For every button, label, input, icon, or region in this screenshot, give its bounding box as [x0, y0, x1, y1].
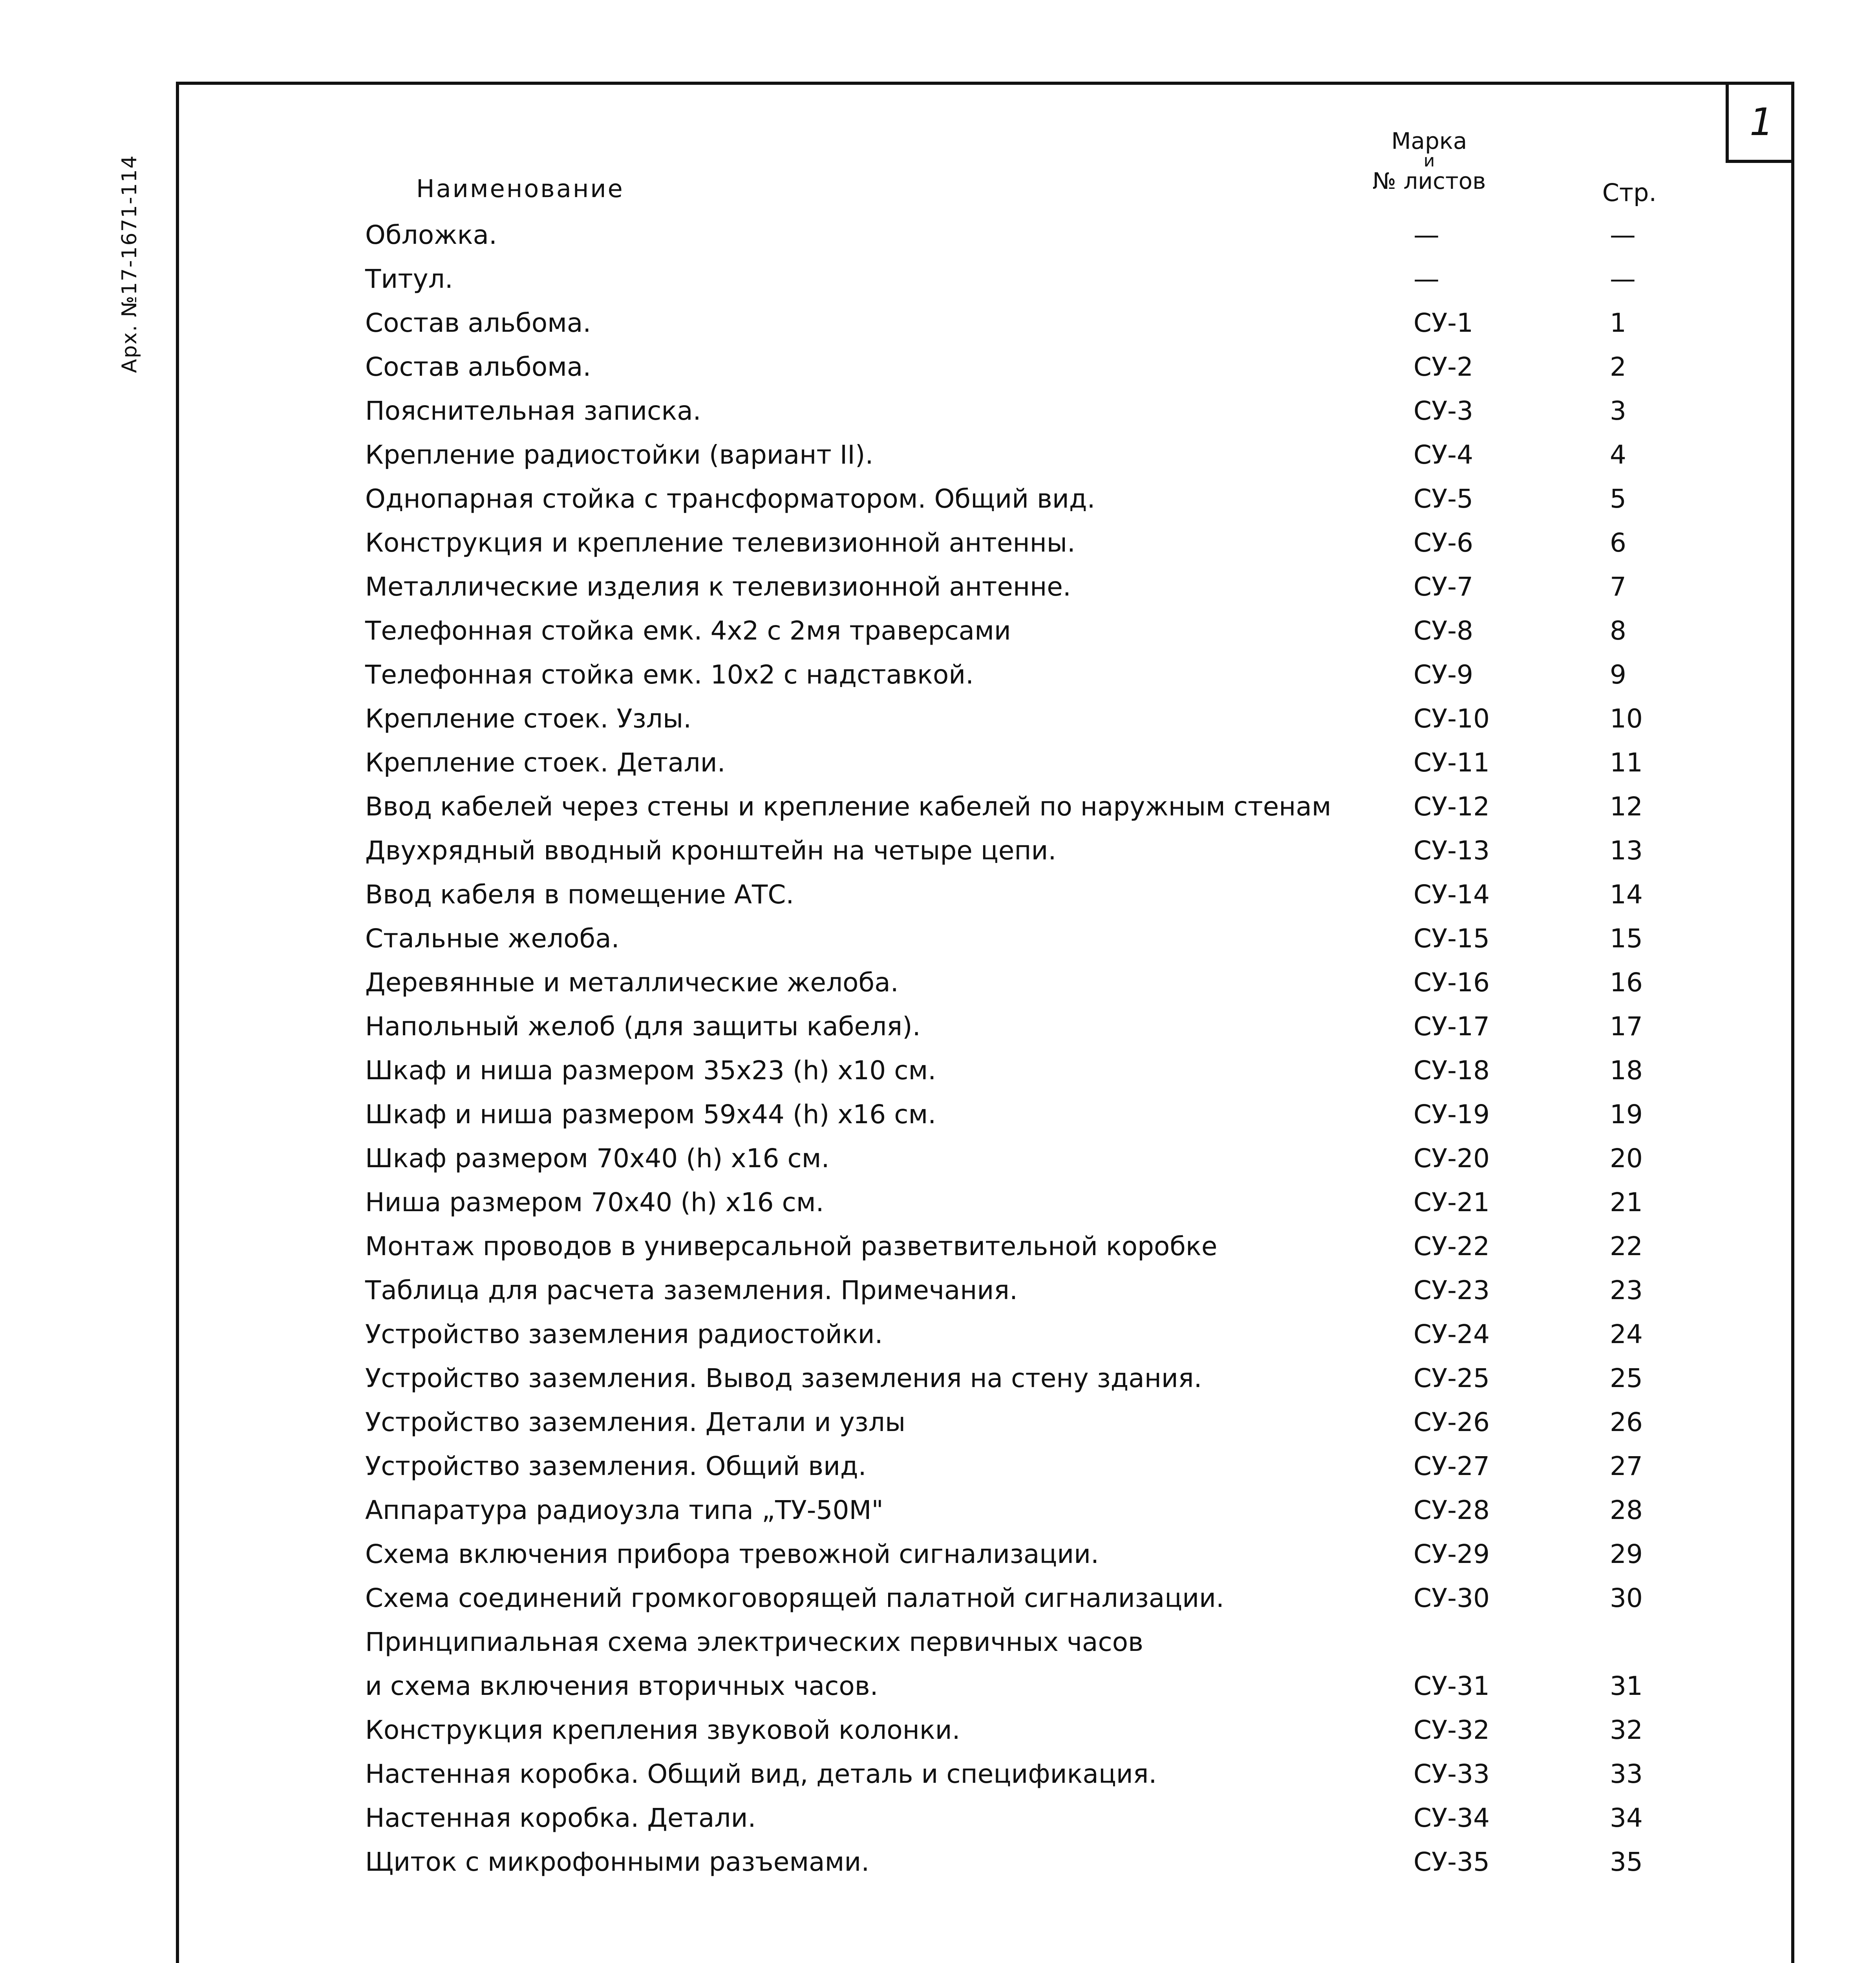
row-name: Стальные желоба.	[365, 923, 620, 954]
column-header-name: Наименование	[416, 174, 624, 203]
row-name: Обложка.	[365, 220, 497, 250]
row-name: Состав альбома.	[365, 308, 591, 338]
row-page: 6	[1610, 528, 1626, 558]
contents-row	[0, 572, 1876, 615]
row-name: Двухрядный вводный кронштейн на четыре цепи.	[365, 835, 1057, 866]
row-page: 18	[1610, 1055, 1643, 1086]
contents-row	[0, 660, 1876, 703]
row-mark: СУ-13	[1413, 835, 1490, 866]
row-page: 1	[1610, 308, 1626, 338]
row-page: 29	[1610, 1539, 1643, 1569]
column-header-page: Стр.	[1602, 178, 1657, 207]
row-page: —	[1610, 264, 1636, 294]
row-page: 19	[1610, 1099, 1643, 1130]
row-mark: СУ-5	[1413, 484, 1474, 514]
row-page: 25	[1610, 1363, 1643, 1393]
contents-row	[0, 1495, 1876, 1538]
row-page: 16	[1610, 967, 1643, 998]
contents-row	[0, 879, 1876, 923]
column-header-mark-line2: и	[1423, 151, 1435, 171]
row-mark: СУ-25	[1413, 1363, 1490, 1393]
row-mark: СУ-7	[1413, 572, 1474, 602]
row-page: 13	[1610, 835, 1643, 866]
row-mark: СУ-29	[1413, 1539, 1490, 1569]
row-mark: СУ-11	[1413, 748, 1490, 778]
row-page: 30	[1610, 1583, 1643, 1613]
row-page: 17	[1610, 1011, 1643, 1042]
row-name: Схема включения прибора тревожной сигнализации.	[365, 1539, 1099, 1569]
contents-row	[0, 1803, 1876, 1846]
row-name: Крепление стоек. Узлы.	[365, 704, 692, 734]
column-header-mark	[1359, 130, 1500, 192]
row-mark: СУ-23	[1413, 1275, 1490, 1305]
row-mark: СУ-30	[1413, 1583, 1490, 1613]
row-name: Титул.	[365, 264, 453, 294]
row-mark: СУ-1	[1413, 308, 1474, 338]
row-mark: СУ-33	[1413, 1759, 1490, 1789]
contents-row	[0, 748, 1876, 791]
contents-row	[0, 1451, 1876, 1494]
contents-row	[0, 616, 1876, 659]
row-name: Деревянные и металлические желоба.	[365, 967, 899, 998]
contents-row	[0, 1627, 1876, 1670]
row-page: 28	[1610, 1495, 1643, 1525]
row-name: Телефонная стойка емк. 4х2 с 2мя траверсами	[365, 616, 1011, 646]
contents-row	[0, 308, 1876, 351]
row-page: 34	[1610, 1803, 1643, 1833]
row-name: Принципиальная схема электрических первичных часов	[365, 1627, 1143, 1657]
contents-row	[0, 1715, 1876, 1758]
row-page: 22	[1610, 1231, 1643, 1261]
row-name: и схема включения вторичных часов.	[365, 1671, 878, 1701]
row-page: 35	[1610, 1847, 1643, 1877]
contents-row	[0, 791, 1876, 835]
row-name: Пояснительная записка.	[365, 396, 701, 426]
row-mark: СУ-20	[1413, 1143, 1490, 1173]
contents-row	[0, 967, 1876, 1011]
contents-row	[0, 396, 1876, 439]
row-mark: СУ-18	[1413, 1055, 1490, 1086]
contents-row	[0, 1143, 1876, 1186]
row-mark: СУ-24	[1413, 1319, 1490, 1349]
row-mark: СУ-19	[1413, 1099, 1490, 1130]
row-page: 7	[1610, 572, 1626, 602]
row-name: Ниша размером 70х40 (h) х16 см.	[365, 1187, 824, 1217]
row-name: Аппаратура радиоузла типа „ТУ-50М"	[365, 1495, 883, 1525]
row-mark: СУ-12	[1413, 791, 1490, 822]
row-page: —	[1610, 220, 1636, 250]
row-mark: СУ-8	[1413, 616, 1474, 646]
row-name: Телефонная стойка емк. 10х2 с надставкой.	[365, 660, 974, 690]
contents-row	[0, 923, 1876, 967]
contents-row	[0, 1275, 1876, 1318]
row-name: Устройство заземления. Детали и узлы	[365, 1407, 906, 1437]
row-page: 12	[1610, 791, 1643, 822]
row-page: 8	[1610, 616, 1626, 646]
row-mark: СУ-6	[1413, 528, 1474, 558]
contents-row	[0, 1187, 1876, 1230]
row-name: Щиток с микрофонными разъемами.	[365, 1847, 870, 1877]
row-name: Металлические изделия к телевизионной антенне.	[365, 572, 1071, 602]
row-name: Настенная коробка. Общий вид, деталь и спецификация.	[365, 1759, 1157, 1789]
contents-row	[0, 835, 1876, 879]
contents-row	[0, 1319, 1876, 1362]
row-mark: СУ-22	[1413, 1231, 1490, 1261]
row-mark: СУ-3	[1413, 396, 1474, 426]
contents-row	[0, 484, 1876, 527]
row-name: Шкаф и ниша размером 59х44 (h) х16 см.	[365, 1099, 936, 1130]
row-page: 21	[1610, 1187, 1643, 1217]
row-page: 20	[1610, 1143, 1643, 1173]
row-page: 15	[1610, 923, 1643, 954]
row-mark: —	[1413, 220, 1439, 250]
row-name: Однопарная стойка с трансформатором. Общий вид.	[365, 484, 1095, 514]
row-mark: СУ-4	[1413, 440, 1474, 470]
row-name: Крепление радиостойки (вариант II).	[365, 440, 874, 470]
row-name: Шкаф размером 70х40 (h) х16 см.	[365, 1143, 830, 1173]
contents-row	[0, 220, 1876, 263]
row-page: 31	[1610, 1671, 1643, 1701]
contents-row	[0, 1055, 1876, 1098]
row-name: Настенная коробка. Детали.	[365, 1803, 756, 1833]
row-mark: СУ-16	[1413, 967, 1490, 998]
contents-row	[0, 1363, 1876, 1406]
row-name: Схема соединений громкоговорящей палатной сигнализации.	[365, 1583, 1224, 1613]
column-header-mark-line1: Марка	[1391, 128, 1467, 154]
row-name: Конструкция крепления звуковой колонки.	[365, 1715, 960, 1745]
row-name: Монтаж проводов в универсальной разветвительной коробке	[365, 1231, 1218, 1261]
row-page: 11	[1610, 748, 1643, 778]
row-page: 3	[1610, 396, 1626, 426]
contents-row	[0, 1759, 1876, 1802]
row-mark: СУ-2	[1413, 352, 1474, 382]
row-mark: СУ-9	[1413, 660, 1474, 690]
row-name: Устройство заземления радиостойки.	[365, 1319, 883, 1349]
contents-row	[0, 352, 1876, 395]
row-page: 14	[1610, 879, 1643, 910]
row-mark: СУ-10	[1413, 704, 1490, 734]
row-mark: СУ-21	[1413, 1187, 1490, 1217]
contents-row	[0, 1671, 1876, 1714]
row-page: 9	[1610, 660, 1626, 690]
contents-row	[0, 1539, 1876, 1582]
row-mark: —	[1413, 264, 1439, 294]
row-page: 27	[1610, 1451, 1643, 1481]
contents-row	[0, 1231, 1876, 1274]
row-name: Таблица для расчета заземления. Примечания.	[365, 1275, 1018, 1305]
contents-row	[0, 1011, 1876, 1055]
row-page: 23	[1610, 1275, 1643, 1305]
row-name: Ввод кабелей через стены и крепление кабелей по наружным стенам	[365, 791, 1331, 822]
contents-row	[0, 704, 1876, 747]
row-page: 24	[1610, 1319, 1643, 1349]
row-page: 26	[1610, 1407, 1643, 1437]
row-mark: СУ-17	[1413, 1011, 1490, 1042]
row-name: Крепление стоек. Детали.	[365, 748, 726, 778]
row-page: 2	[1610, 352, 1626, 382]
row-page: 5	[1610, 484, 1626, 514]
row-page: 33	[1610, 1759, 1643, 1789]
row-page: 10	[1610, 704, 1643, 734]
contents-row	[0, 1099, 1876, 1142]
row-page: 32	[1610, 1715, 1643, 1745]
row-mark: СУ-15	[1413, 923, 1490, 954]
archive-number: Арх. №17-1671-114	[118, 155, 141, 373]
row-mark: СУ-31	[1413, 1671, 1490, 1701]
row-name: Устройство заземления. Общий вид.	[365, 1451, 867, 1481]
column-header-mark-line3: № листов	[1372, 168, 1486, 194]
contents-row	[0, 1847, 1876, 1890]
row-name: Конструкция и крепление телевизионной антенны.	[365, 528, 1075, 558]
row-name: Ввод кабеля в помещение АТС.	[365, 879, 794, 910]
contents-row	[0, 1407, 1876, 1450]
row-mark: СУ-35	[1413, 1847, 1490, 1877]
contents-row	[0, 440, 1876, 483]
row-name: Шкаф и ниша размером 35х23 (h) х10 см.	[365, 1055, 936, 1086]
row-mark: СУ-34	[1413, 1803, 1490, 1833]
contents-row	[0, 264, 1876, 307]
row-mark: СУ-27	[1413, 1451, 1490, 1481]
contents-row	[0, 528, 1876, 571]
row-mark: СУ-26	[1413, 1407, 1490, 1437]
row-page: 4	[1610, 440, 1626, 470]
row-name: Напольный желоб (для защиты кабеля).	[365, 1011, 921, 1042]
row-mark: СУ-14	[1413, 879, 1490, 910]
row-mark: СУ-28	[1413, 1495, 1490, 1525]
row-mark: СУ-32	[1413, 1715, 1490, 1745]
row-name: Устройство заземления. Вывод заземления на стену здания.	[365, 1363, 1202, 1393]
row-name: Состав альбома.	[365, 352, 591, 382]
contents-row	[0, 1583, 1876, 1626]
page-mark: 1	[1726, 84, 1794, 163]
